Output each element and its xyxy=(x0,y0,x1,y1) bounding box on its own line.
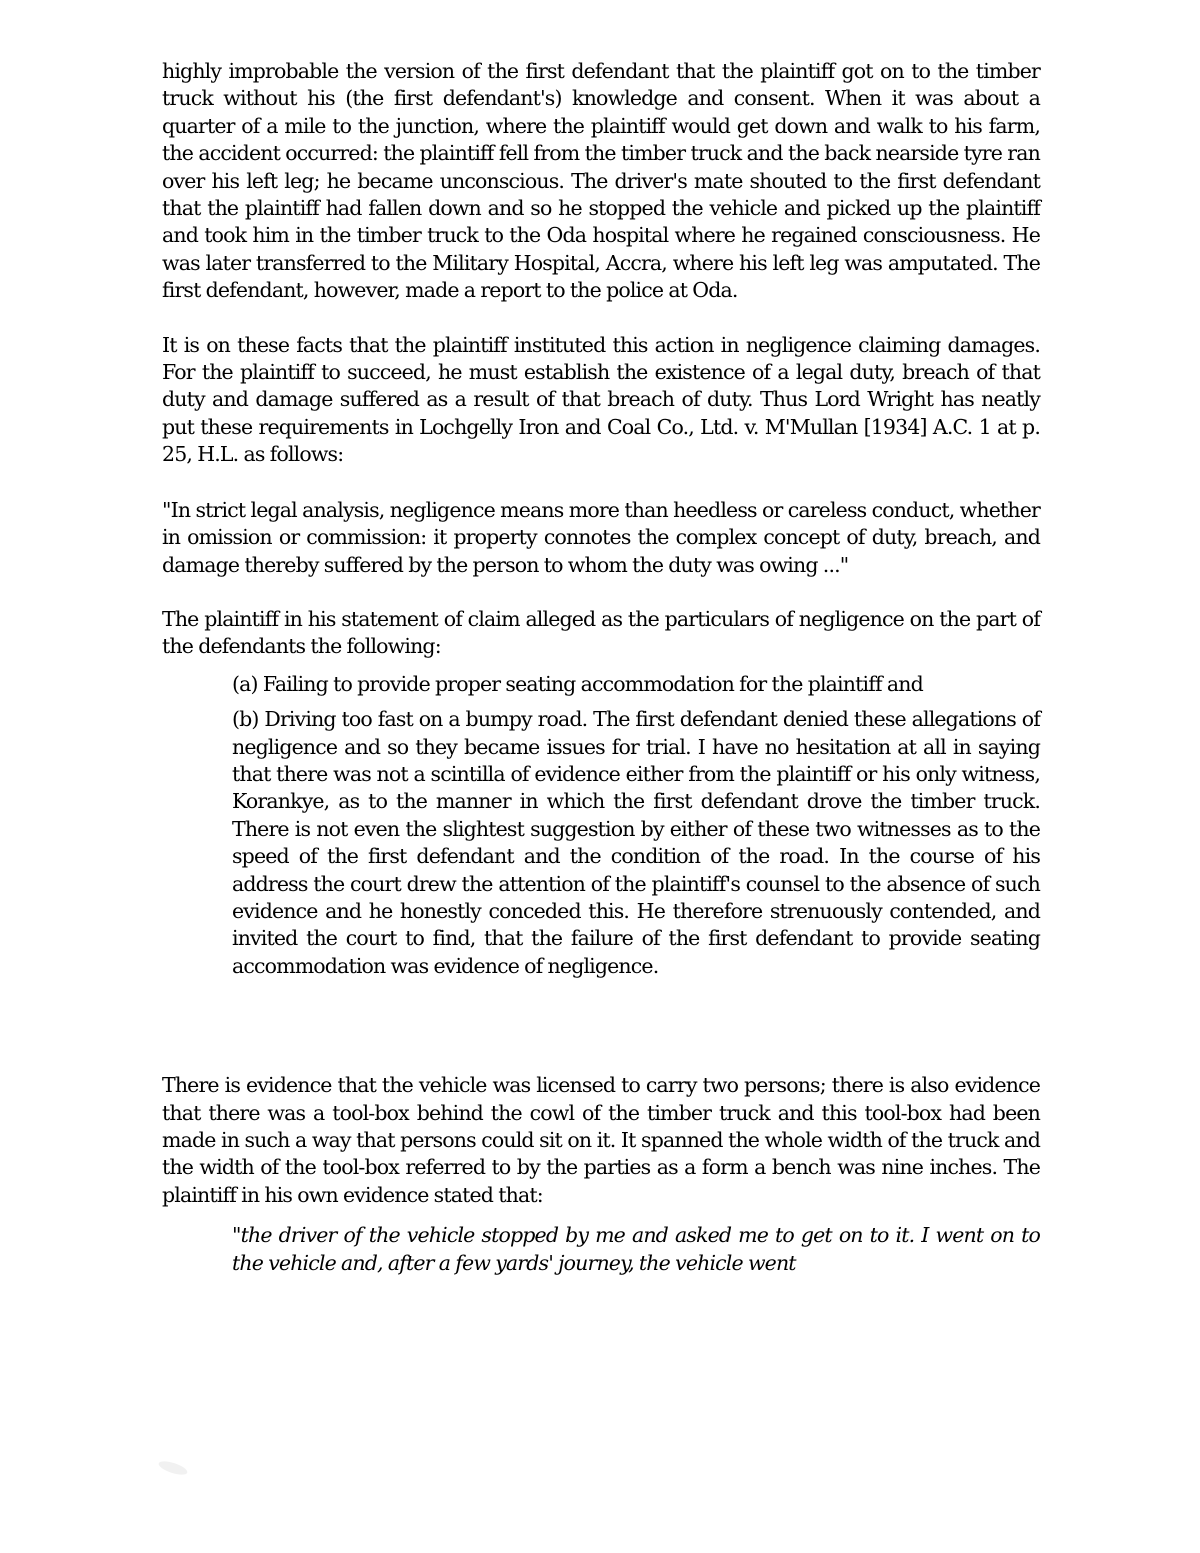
paragraph-accident-facts: highly improbable the version of the first defendant that the plaintiff got on to the timber truck without his (the first defendant's) knowledge and consent. When it was about a quarter of a mile to the junction, where the plaintiff would get down and walk to his farm, the accident occurred: the plaintiff fell from the timber truck and the back nearside tyre ran over his left leg; he became unconscious. The driver's mate shouted to the first defendant that the plaintiff had fallen down and so he stopped the vehicle and picked up the plaintiff and took him in the timber truck to the Oda hospital where he regained consciousness. He was later transferred to the Military Hospital, Accra, where his left leg was amputated. The first defendant, however, made a report to the police at Oda. xyxy=(162,59,1040,303)
document-page xyxy=(162,58,1040,1277)
quote-lord-wright: "In strict legal analysis, negligence means more than heedless or careless conduct, whether in omission or commission: it property connotes the complex concept of duty, breach, and damage thereby suffered by the person to whom the duty was owing ..." xyxy=(162,497,1040,577)
scan-smudge xyxy=(157,1459,189,1478)
quote-plaintiff-evidence: "the driver of the vehicle stopped by me and asked me to get on to it. I went on to the vehicle and, after a few yards' journey, the vehicle went xyxy=(232,1223,1040,1275)
list-item-a: (a) Failing to provide proper seating accommodation for the plaintiff and xyxy=(232,671,923,696)
list-item-b: (b) Driving too fast on a bumpy road. The first defendant denied these allegations of negligence and so they became issues for trial. I have no hesitation at all in saying that there was not a scintilla of evidence either from the plaintiff or his only witness, Korankye, as to the manner in which the first defendant drove the timber truck. There is not even the slightest suggestion by either of these two witnesses as to the speed of the first defendant and the condition of the road. In the course of his address the court drew the attention of the plaintiff's counsel to the absence of such evidence and he honestly conceded this. He therefore strenuously contended, and invited the court to find, that the failure of the first defendant to provide seating accommodation was evidence of negligence. xyxy=(232,707,1040,978)
paragraph-particulars: The plaintiff in his statement of claim alleged as the particulars of negligence on the part of the defendants the following: xyxy=(162,606,1040,659)
paragraph-vehicle-evidence: There is evidence that the vehicle was licensed to carry two persons; there is also evidence that there was a tool-box behind the cowl of the timber truck and this tool-box had been made in such a way that persons could sit on it. It spanned the whole width of the truck and the width of the tool-box referred to by the parties as a form a bench was nine inches. The plaintiff in his own evidence stated that: xyxy=(162,1073,1040,1207)
paragraph-negligence-claim: It is on these facts that the plaintiff instituted this action in negligence claiming damages. For the plaintiff to succeed, he must establish the existence of a legal duty, breach of that duty and damage suffered as a result of that breach of duty. Thus Lord Wright has neatly put these requirements in Lochgelly Iron and Coal Co., Ltd. v. M'Mullan [1934] A.C. 1 at p. 25, H.L. as follows: xyxy=(162,332,1040,467)
